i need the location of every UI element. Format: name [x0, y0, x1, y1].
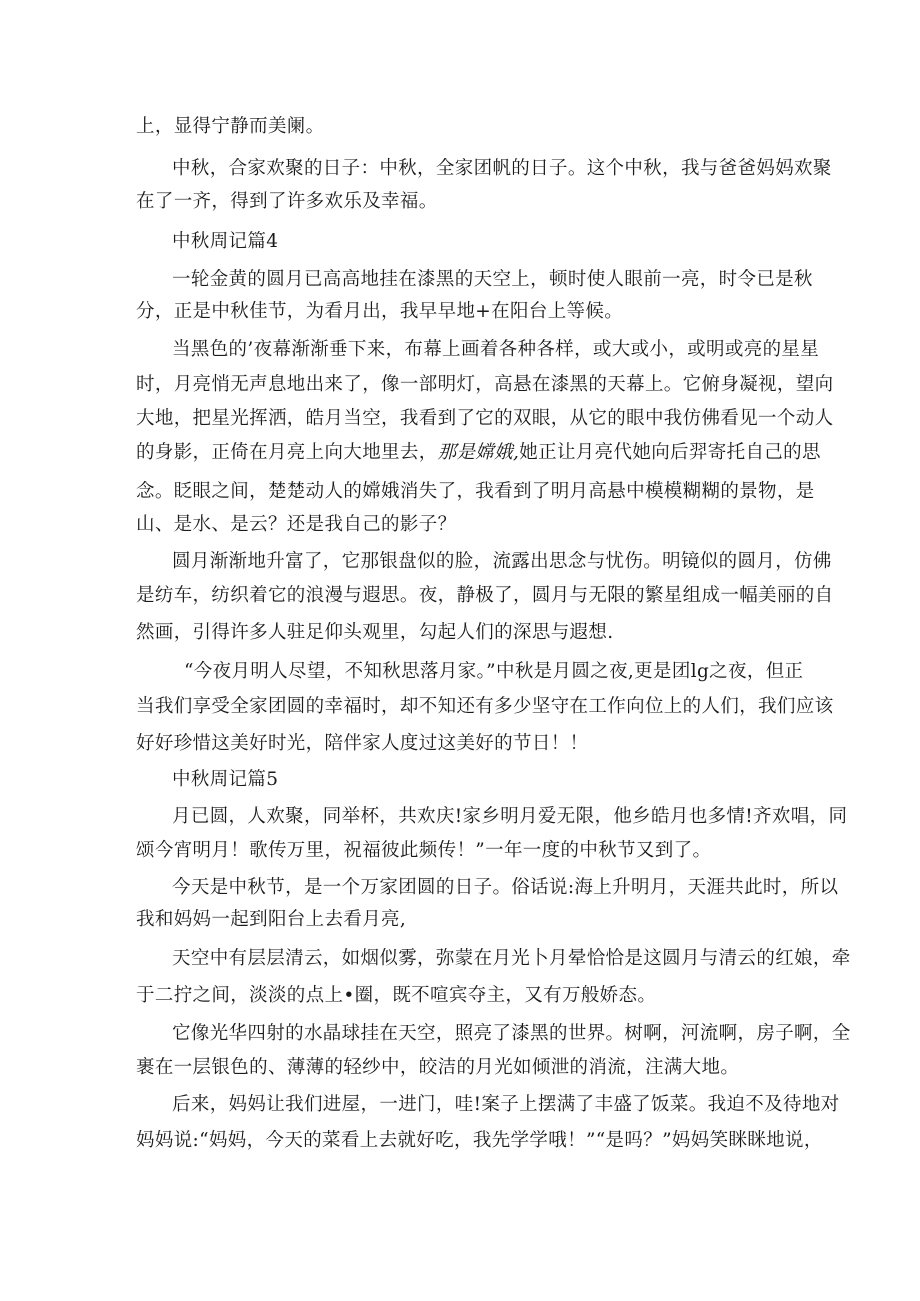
- text-line: 今天是中秋节，是一个万家团圆的日子。俗话说:海上升明月，天涯共此时，所以: [172, 877, 839, 898]
- section-heading: 中秋周记篇5: [172, 769, 279, 790]
- text-line: 在了一齐，得到了许多欢乐及幸福。: [136, 191, 438, 212]
- text-line: 我和妈妈一起到阳台上去看月亮,: [136, 909, 407, 930]
- text-line: 当黑色的’夜幕渐渐垂下来，布幕上画着各种各样，或大或小，或明或亮的星星: [172, 339, 820, 360]
- text-segment: 她正让月亮代她向后羿寄托自己的思: [519, 442, 821, 463]
- section-heading: 中秋周记篇4: [172, 231, 279, 252]
- text-line: 一轮金黄的圆月已高高地挂在漆黑的天空上，顿时使人眼前一亮，时令已是秋: [172, 269, 813, 290]
- text-line: 是纺车，纺织着它的浪漫与遐思。夜，静极了，圆月与无限的繁星组成一幅美丽的自: [136, 585, 834, 606]
- text-line: 妈妈说:“妈妈，今天的菜看上去就好吃，我先学学哦！”“是吗？”妈妈笑眯眯地说，: [136, 1130, 823, 1151]
- text-line: 念。眨眼之间，楚楚动人的嫦娥消失了，我看到了明月高悬中模模糊糊的景物，是: [136, 481, 815, 502]
- text-line: 颂今宵明月！歌传万里，祝福彼此频传！”一年一度的中秋节又到了。: [136, 840, 712, 861]
- text-line: 分，正是中秋佳节，为看月出，我早早地+在阳台上等候。: [136, 301, 624, 322]
- text-line: 它像光华四射的水晶球挂在天空，照亮了漆黑的世界。树啊，河流啊，房子啊，全: [172, 1023, 851, 1044]
- text-line: 后来，妈妈让我们进屋，一进门，哇!案子上摆满了丰盛了饭菜。我迫不及待地对: [172, 1094, 840, 1115]
- text-line: 时，月亮悄无声息地出来了，像一部明灯，高悬在漆黑的天幕上。它俯身凝视，望向: [136, 374, 834, 395]
- text-line: 中秋，合家欢聚的日子：中秋，全家团帆的日子。这个中秋，我与爸爸妈妈欢聚: [172, 158, 832, 179]
- text-line: 当我们享受全家团圆的幸福时，却不知还有多少坚守在工作向位上的人们，我们应该: [136, 696, 834, 717]
- text-line: 于二拧之间，淡淡的点上•圈，既不喧宾夺主，又有万般娇态。: [136, 985, 657, 1006]
- text-line: 裹在一层银色的、薄薄的轻纱中，皎洁的月光如倾泄的消流，注满大地。: [136, 1057, 740, 1078]
- text-line: 然画，引得许多人驻足仰头观里，勾起人们的深思与遐想.: [136, 622, 614, 643]
- text-segment: 的身影，正倚在月亮上向大地里去，: [136, 442, 438, 463]
- text-line: 上，显得宁静而美阑。: [136, 116, 325, 137]
- text-line: 天空中有层层清云，如烟似雾，弥蒙在月光卜月晕恰恰是这圆月与清云的红娘，牵: [172, 948, 851, 969]
- text-line: 山、是水、是云？还是我自己的影子？: [136, 514, 457, 535]
- text-line: 圆月渐渐地升富了，它那银盘似的脸，流露出思念与忧伤。明镜似的圆月，仿佛: [172, 551, 832, 572]
- text-line: 月已圆，人欢聚，同举杯，共欢庆!家乡明月爱无限，他乡皓月也多情!齐欢唱，同: [172, 806, 848, 827]
- text-line: [136, 440, 821, 466]
- text-line: 好好珍惜这美好时光，陪伴家人度过这美好的节日！！: [136, 733, 589, 754]
- italic-text: 那是嫦娥,: [437, 442, 520, 463]
- text-line: “今夜月明人尽望，不知秋思落月家。”中秋是月圆之夜,更是团lg之夜，但正: [184, 661, 804, 682]
- text-line: 大地，把星光挥洒，皓月当空，我看到了它的双眼，从它的眼中我仿佛看见一个动人: [136, 408, 834, 429]
